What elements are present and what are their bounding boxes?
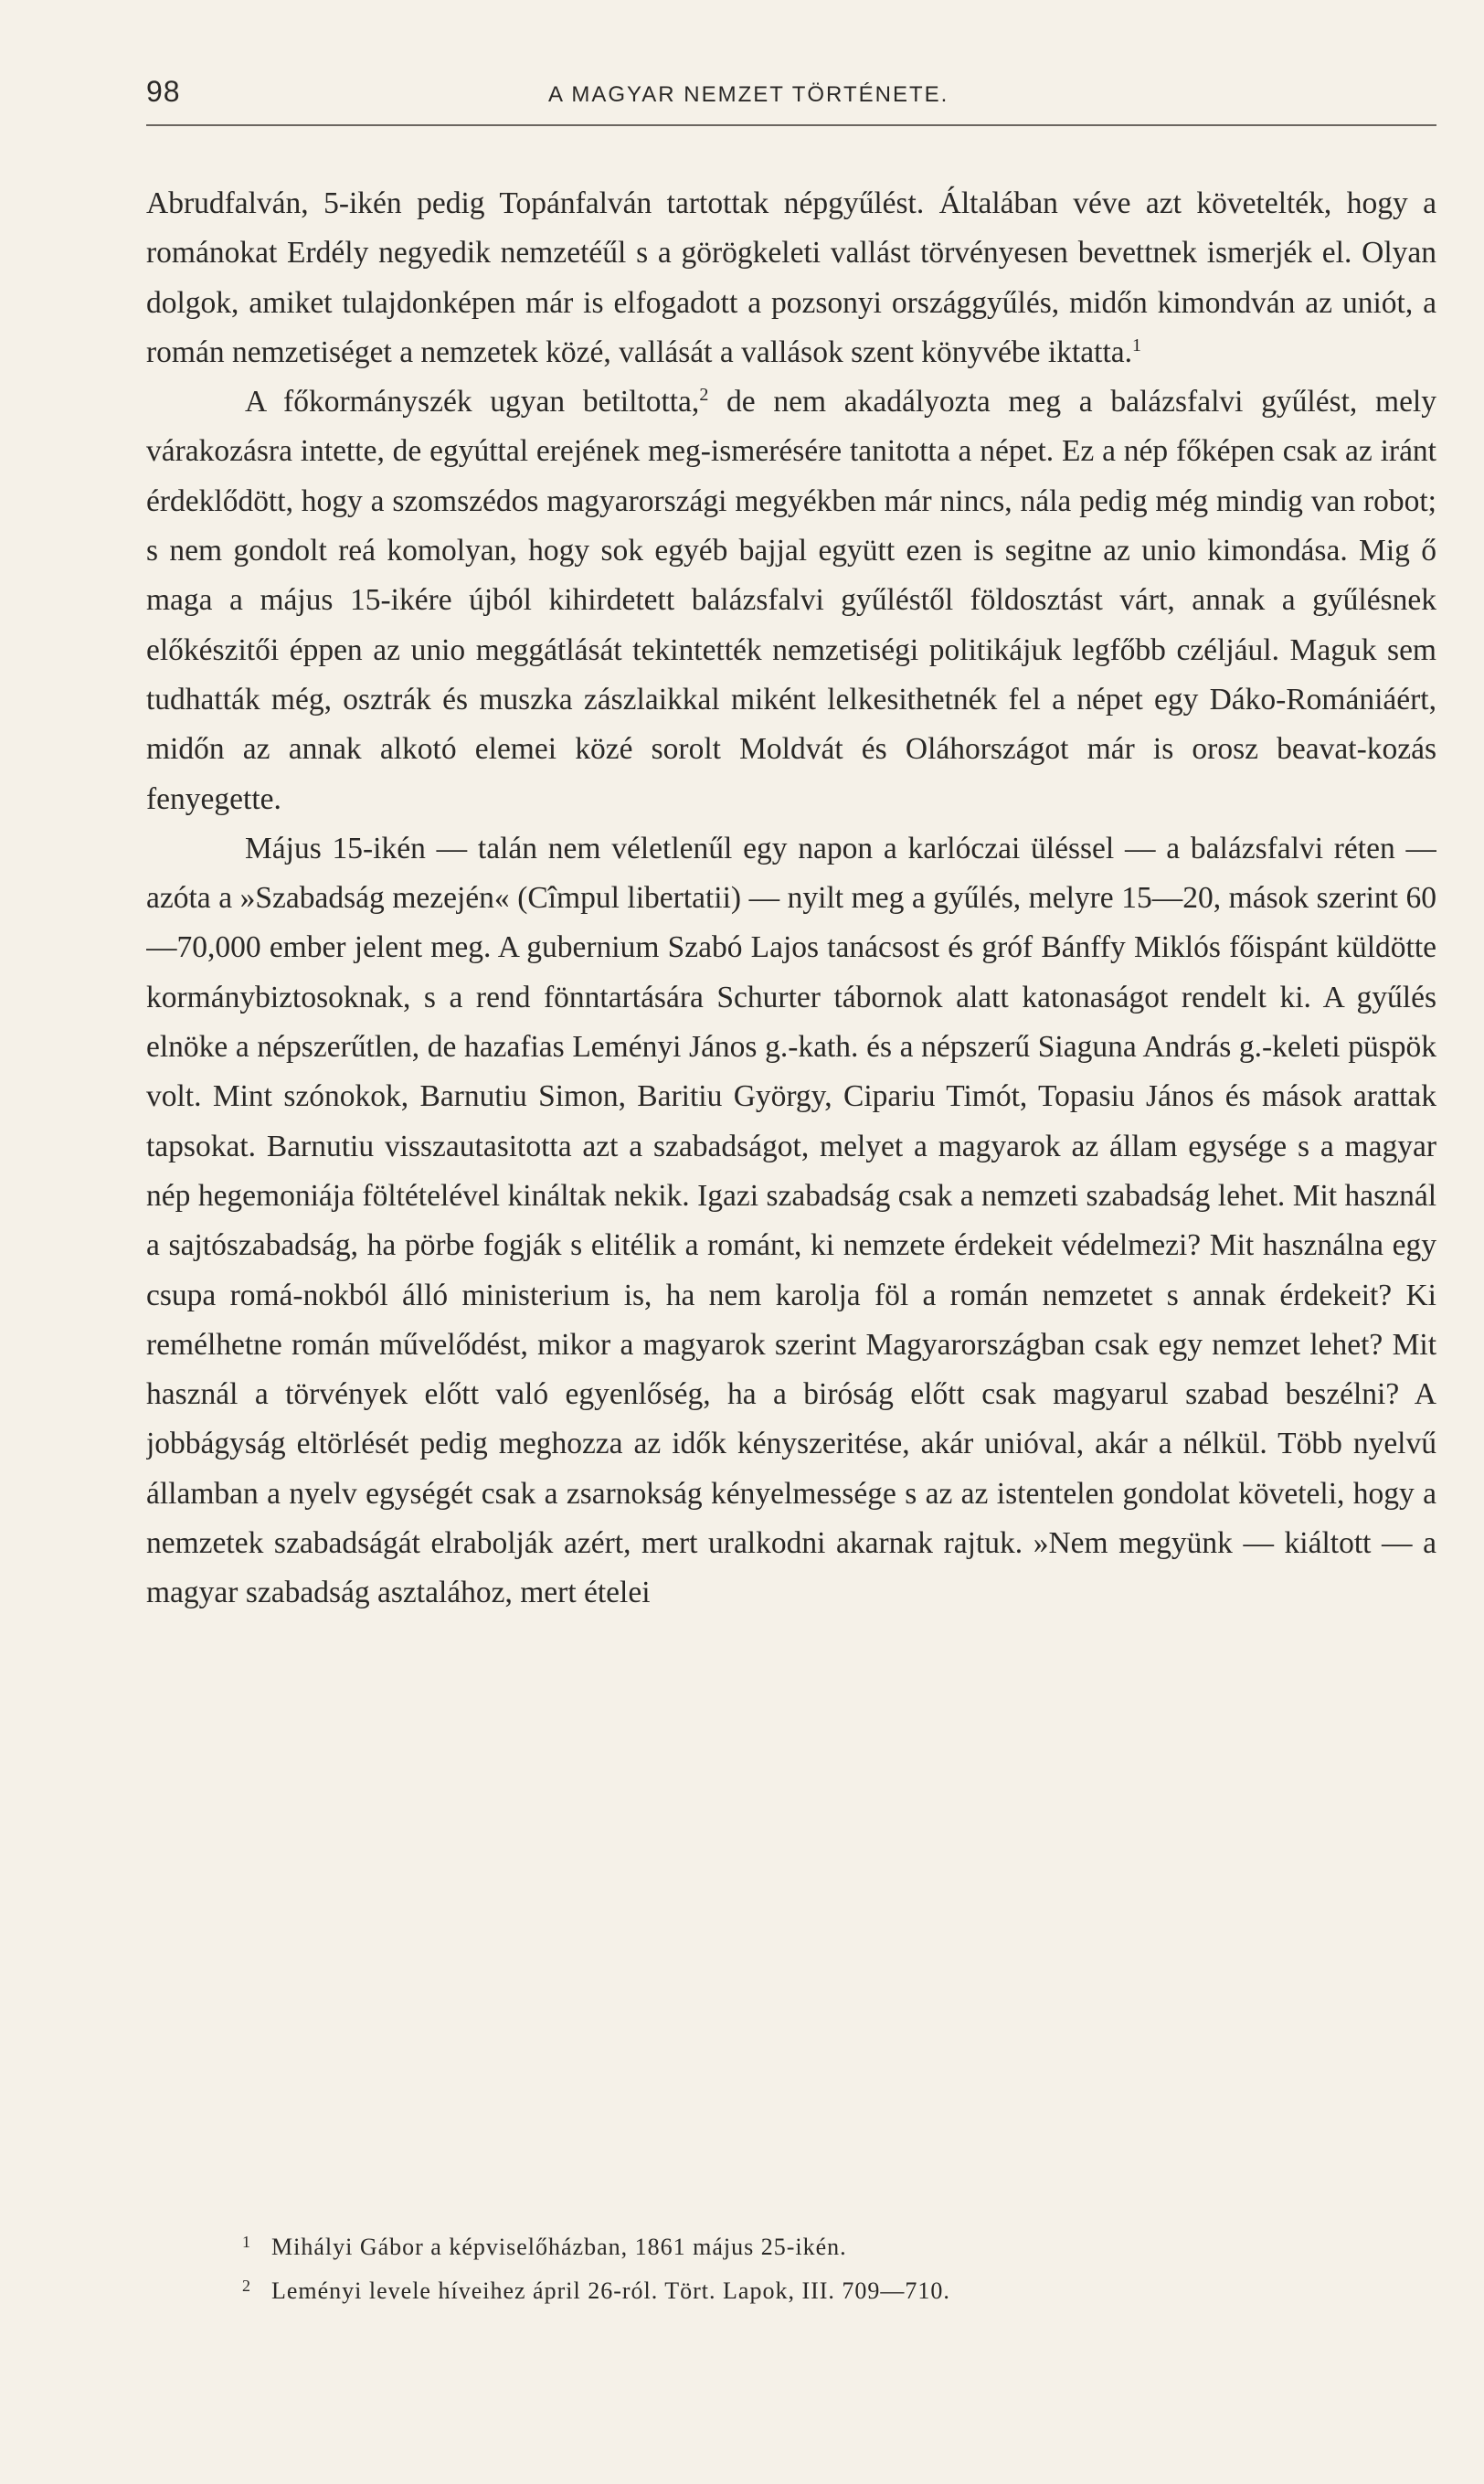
paragraph-1 xyxy=(146,179,1436,377)
footnote-number: 1 xyxy=(242,2233,251,2251)
body-text xyxy=(146,179,1436,2171)
paragraph-text: A főkormányszék ugyan betiltotta, xyxy=(245,385,700,419)
footnotes xyxy=(242,2223,1430,2310)
page-number: 98 xyxy=(146,75,181,108)
paragraph-text: de nem akadályozta meg a balázsfalvi gyűlést, mely várakozásra intette, de egyúttal erejének meg-ismerésére tanitotta a népet. Ez a nép főképen csak az iránt érdeklődött, hogy a szomszédos magyarországi megyékben már nincs, nála pedig még mindig van robot; s nem gondolt reá komolyan, hogy sok egyéb bajjal együtt ezen is segitne az unio kimondása. Mig ő maga a május 15-ikére újból kihirdetett balázsfalvi gyűléstől földosztást várt, annak a gyűlésnek előkészitői éppen az unio meggátlását tekintették nemzetiségi politikájuk legfőbb czéljául. Maguk sem tudhatták még, osztrák és muszka zászlaikkal miként lelkesithetnék fel a népet egy Dáko-Romániáért, midőn az annak alkotó elemei közé sorolt Moldvát és Oláhországot már is orosz beavat-kozás fenyegette. xyxy=(146,385,1436,816)
paragraph-2 xyxy=(146,377,1436,824)
page-header xyxy=(146,73,1436,126)
footnote-number: 2 xyxy=(242,2277,251,2295)
footnote-2 xyxy=(242,2266,1430,2310)
footnote-text: Mihályi Gábor a képviselőházban, 1861 május 25-ikén. xyxy=(271,2234,847,2260)
paragraph-text: Abrudfalván, 5-ikén pedig Topánfalván tartottak népgyűlést. Általában véve azt követelték, hogy a románokat Erdély negyedik nemzetéűl s a görögkeleti vallást törvényesen bevettnek ismerjék el. Olyan dolgok, amiket tulajdonképen már is elfogadott a pozsonyi országgyűlés, midőn kimondván az uniót, a román nemzetiséget a nemzetek közé, vallását a vallások szent könyvébe iktatta. xyxy=(146,186,1436,369)
footnote-text: Leményi levele híveihez ápril 26-ról. Tört. Lapok, III. 709—710. xyxy=(271,2277,950,2304)
paragraph-3 xyxy=(146,824,1436,1619)
footnote-1 xyxy=(242,2223,1430,2266)
footnote-ref-2: 2 xyxy=(699,385,709,406)
footnote-ref-1: 1 xyxy=(1132,334,1142,356)
running-title: A MAGYAR NEMZET TÖRTÉNETE. xyxy=(548,82,949,107)
paragraph-text: Május 15-ikén — talán nem véletlenűl egy napon a karlóczai üléssel — a balázsfalvi réten — azóta a »Szabadság mezején« (Cîmpul libertatii) — nyilt meg a gyűlés, melyre 15—20, mások szerint 60—70,000 ember jelent meg. A gubernium Szabó Lajos tanácsost és gróf Bánffy Miklós főispánt küldötte kormánybiztosoknak, s a rend fönntartására Schurter tábornok alatt katonaságot rendelt ki. A gyűlés elnöke a népszerűtlen, de hazafias Leményi János g.-kath. és a népszerű Siaguna András g.-keleti püspök volt. Mint szónokok, Barnutiu Simon, Baritiu György, Cipariu Timót, Topasiu János és mások arattak tapsokat. Barnutiu visszautasitotta azt a szabadságot, melyet a magyarok az állam egysége s a magyar nép hegemoniája föltételével kináltak nekik. Igazi szabadság csak a nemzeti szabadság lehet. Mit használ a sajtószabadság, ha pörbe fogják s elitélik a románt, ki nemzete érdekeit védelmezi? Mit használna egy csupa romá-nokból álló ministerium is, ha nem karolja föl a román nemzetet s annak érdekeit? Ki remélhetne román művelődést, mikor a magyarok szerint Magyarországban csak egy nemzet lehet? Mit használ a törvények előtt való egyenlőség, ha a biróság előtt csak magyarul szabad beszélni? A jobbágyság eltörlését pedig meghozza az idők kényszeritése, akár unióval, akár a nélkül. Több nyelvű államban a nyelv egységét csak a zsarnokság kényelmessége s az az istentelen gondolat követeli, hogy a nemzetek szabadságát elrabolják azért, mert uralkodni akarnak rajtuk. »Nem megyünk — kiáltott — a magyar szabadság asztalához, mert ételei xyxy=(146,831,1436,1610)
